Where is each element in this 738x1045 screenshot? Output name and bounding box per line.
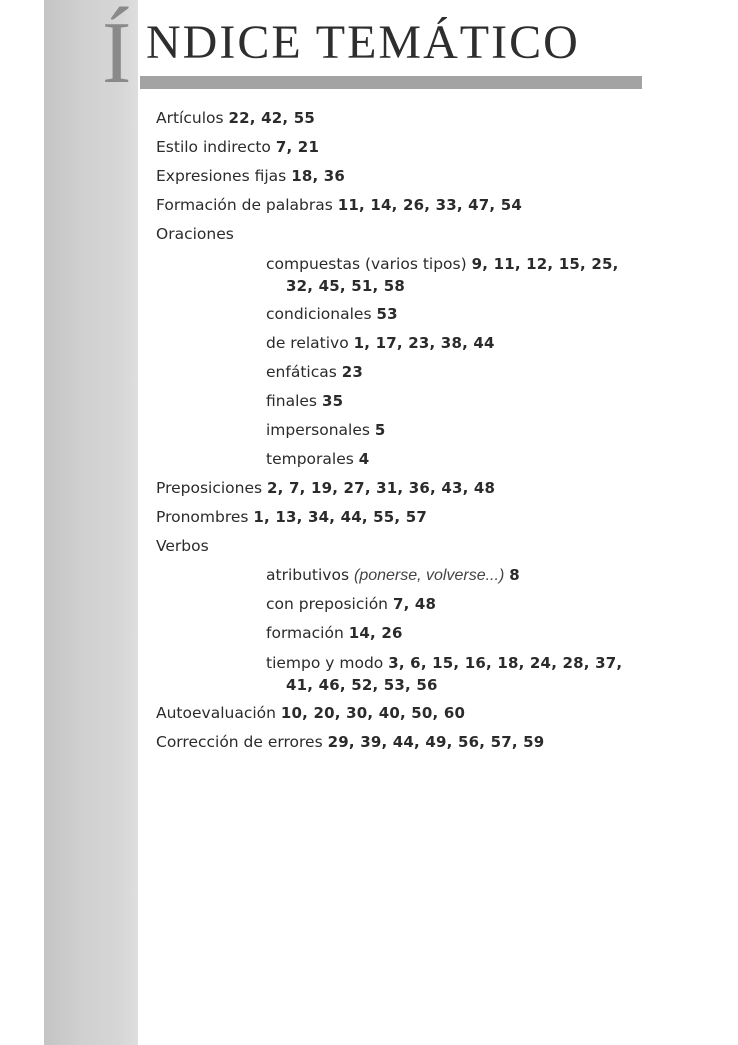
entry-term: Pronombres [156, 508, 249, 526]
page-margin [0, 0, 44, 1045]
entry-pages: 9, 11, 12, 15, 25, [471, 255, 619, 273]
scan-shadow-band [44, 0, 138, 1045]
index-entry-correccion-errores [156, 728, 676, 757]
entry-term: condicionales [266, 305, 372, 323]
entry-term: formación [266, 624, 344, 642]
entry-term: impersonales [266, 421, 370, 439]
index-subentry-atributivos [156, 561, 676, 590]
index-entry-expresiones-fijas [156, 162, 676, 191]
index-subentry-con-preposicion [156, 590, 676, 619]
entry-pages: 5 [374, 421, 386, 439]
entry-term: Verbos [156, 537, 209, 555]
index-entry-formacion-palabras [156, 191, 676, 220]
entry-pages: 4 [358, 450, 370, 468]
index-entry-estilo-indirecto [156, 133, 676, 162]
entry-term: Oraciones [156, 225, 234, 243]
index-subentry-temporales [156, 445, 676, 474]
entry-term: temporales [266, 450, 354, 468]
index-subentry-compuestas [156, 249, 626, 300]
entry-term: con preposición [266, 595, 389, 613]
entry-pages: 53 [376, 305, 398, 323]
entry-pages: 10, 20, 30, 40, 50, 60 [280, 704, 466, 722]
entry-term: de relativo [266, 334, 349, 352]
entry-pages: 1, 13, 34, 44, 55, 57 [253, 508, 428, 526]
index-entry-articulos [156, 104, 676, 133]
entry-pages: 7, 21 [275, 138, 320, 156]
index-entry-oraciones [156, 220, 676, 249]
index-subentry-enfaticas [156, 358, 676, 387]
entry-pages: 11, 14, 26, 33, 47, 54 [337, 196, 523, 214]
index-entry-preposiciones [156, 474, 676, 503]
entry-term: tiempo y modo [266, 654, 384, 672]
entry-pages: 8 [509, 566, 520, 584]
index-subentry-finales [156, 387, 676, 416]
entry-pages: 22, 42, 55 [228, 109, 315, 127]
index-entry-autoevaluacion [156, 699, 676, 728]
entry-pages-continued: 32, 45, 51, 58 [286, 277, 406, 295]
entry-term: enfáticas [266, 363, 337, 381]
entry-pages: 35 [321, 392, 344, 410]
entry-term: atributivos [266, 566, 350, 584]
entry-term: finales [266, 392, 318, 410]
entry-term: Preposiciones [156, 479, 263, 497]
entry-term: Artículos [156, 109, 224, 127]
entry-pages: 1, 17, 23, 38, 44 [353, 334, 495, 352]
entry-pages: 2, 7, 19, 27, 31, 36, 43, 48 [267, 479, 496, 497]
title-drop-initial: Í [102, 5, 132, 102]
entry-pages-continued: 41, 46, 52, 53, 56 [286, 676, 438, 694]
entry-pages: 14, 26 [348, 624, 403, 642]
entry-pages: 7, 48 [392, 595, 437, 613]
entry-term: Expresiones fijas [156, 167, 287, 185]
entry-pages: 3, 6, 15, 16, 18, 24, 28, 37, [388, 654, 623, 672]
entry-term: Corrección de errores [156, 733, 323, 751]
title-rule [140, 76, 642, 89]
index-subentry-relativo [156, 329, 676, 358]
index-entry-pronombres [156, 503, 676, 532]
entry-pages: 29, 39, 44, 49, 56, 57, 59 [327, 733, 545, 751]
entry-term: Estilo indirecto [156, 138, 271, 156]
index-list [156, 104, 676, 757]
entry-term: Formación de palabras [156, 196, 333, 214]
index-subentry-impersonales [156, 416, 676, 445]
index-subentry-tiempo-modo [156, 648, 626, 699]
index-subentry-formacion [156, 619, 676, 648]
entry-term: compuestas (varios tipos) [266, 255, 467, 273]
entry-note: (ponerse, volverse...) [353, 567, 505, 584]
index-entry-verbos [156, 532, 676, 561]
entry-pages: 18, 36 [291, 167, 346, 185]
index-subentry-condicionales [156, 300, 676, 329]
title-text: NDICE TEMÁTICO [146, 16, 580, 69]
entry-term: Autoevaluación [156, 704, 276, 722]
entry-pages: 23 [341, 363, 364, 381]
